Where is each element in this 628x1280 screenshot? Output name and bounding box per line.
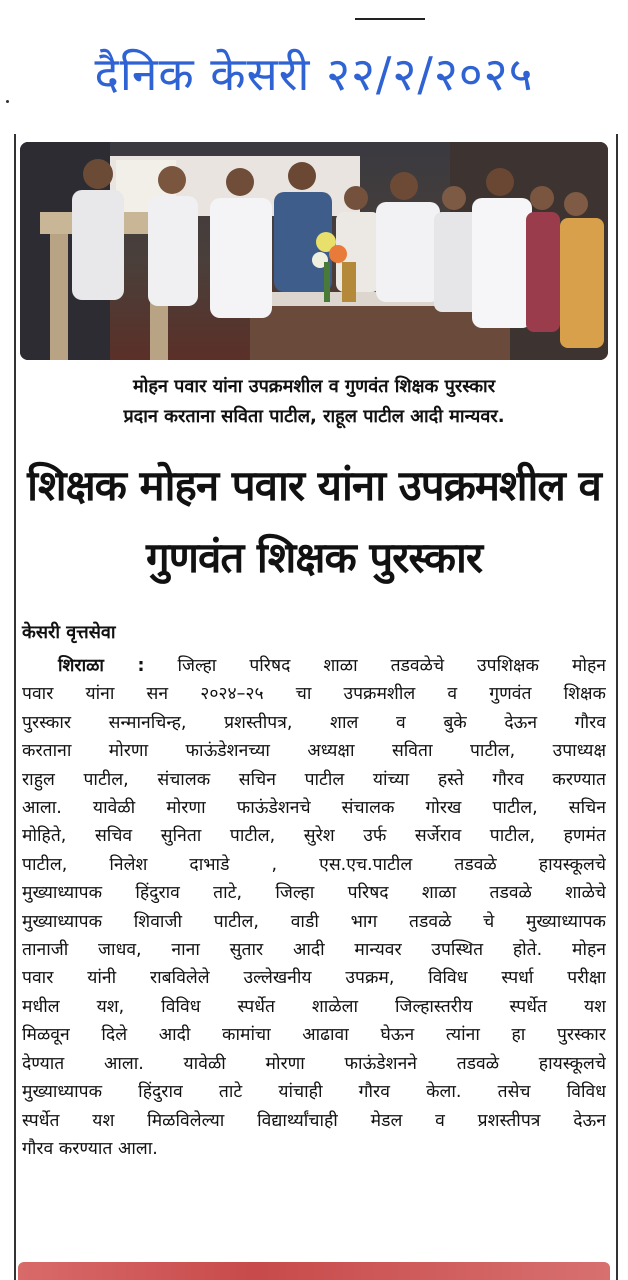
headline-line: गुणवंत शिक्षक पुरस्कार <box>145 533 483 582</box>
body-line: गौरव करण्यात आला. <box>22 1138 158 1159</box>
body-line: पवार यांनी राबविलेले उल्लेखनीय उपक्रम, विविध स्पर्धा परीक्षा <box>22 968 606 989</box>
award-ceremony-photo <box>20 142 608 360</box>
byline: केसरी वृत्तसेवा <box>22 622 116 643</box>
top-rule <box>355 18 425 20</box>
trophy <box>342 262 356 302</box>
masthead-title: दैनिक केसरी २२/२/२०२५ <box>94 47 534 101</box>
podium-leg-left <box>50 234 68 360</box>
body-line: राहुल पाटील, संचालक सचिन पाटील यांच्या हस्ते गौरव करण्यात <box>22 769 606 790</box>
body-line: मिळवून दिले आदी कामांचा आढावा घेऊन त्यांना हा पुरस्कार <box>22 1025 606 1046</box>
body-line: मधील यश, विविध स्पर्धेत शाळेला जिल्हास्तरीय स्पर्धेत यश <box>22 996 606 1017</box>
dateline: शिराळा : <box>58 656 145 676</box>
caption-line: मोहन पवार यांना उपक्रमशील व गुणवंत शिक्षक पुरस्कार <box>132 376 496 397</box>
caption-line: प्रदान करताना सविता पाटील, राहूल पाटील आदी मान्यवर. <box>123 406 505 427</box>
body-line: पुरस्कार सन्मानचिन्ह, प्रशस्तीपत्र, शाल व बुके देऊन गौरव <box>22 712 606 733</box>
body-line: तानाजी जाधव, नाना सुतार आदी मान्यवर उपस्थित होते. मोहन <box>22 940 606 961</box>
body-line-text: जिल्हा परिषद शाळा तडवळेचे उपशिक्षक मोहन <box>177 656 606 676</box>
headline-line: शिक्षक मोहन पवार यांना उपक्रमशील व <box>27 461 601 510</box>
body-line: पवार यांना सन २०२४–२५ चा उपक्रमशील व गुणवंत शिक्षक <box>22 684 606 705</box>
article-headline <box>18 450 610 594</box>
body-line: मुख्याध्यापक शिवाजी पाटील, वाडी भाग तडवळे चे मुख्याध्यापक <box>22 911 606 932</box>
article-body <box>22 652 606 1163</box>
body-line: करताना मोरणा फाऊंडेशनच्या अध्यक्षा सविता पाटील, उपाध्यक्ष <box>22 741 606 762</box>
body-line: मोहिते, सचिव सुनिता पाटील, सुरेश उर्फ सर्जेराव पाटील, हणमंत <box>22 826 606 847</box>
body-line: आला. यावेळी मोरणा फाऊंडेशनचे संचालक गोरख पाटील, सचिन <box>22 798 606 819</box>
body-line: मुख्याध्यापक हिंदुराव ताटे यांचाही गौरव केला. तसेच विविध <box>22 1082 606 1103</box>
body-line-first <box>22 652 606 680</box>
body-line: देण्यात आला. यावेळी मोरणा फाऊंडेशनने तडवळे हायस्कूलचे <box>22 1053 606 1074</box>
body-line: पाटील, निलेश दाभाडे , एस.एच.पाटील तडवळे हायस्कूलचे <box>22 854 606 875</box>
body-line: मुख्याध्यापक हिंदुराव ताटे, जिल्हा परिषद शाळा तडवळे शाळेचे <box>22 883 606 904</box>
next-article-strip <box>18 1262 610 1280</box>
body-line: स्पर्धेत यश मिळविलेल्या विद्यार्थ्यांचाही मेडल व प्रशस्तीपत्र देऊन <box>22 1110 606 1131</box>
photo-caption <box>18 372 610 432</box>
